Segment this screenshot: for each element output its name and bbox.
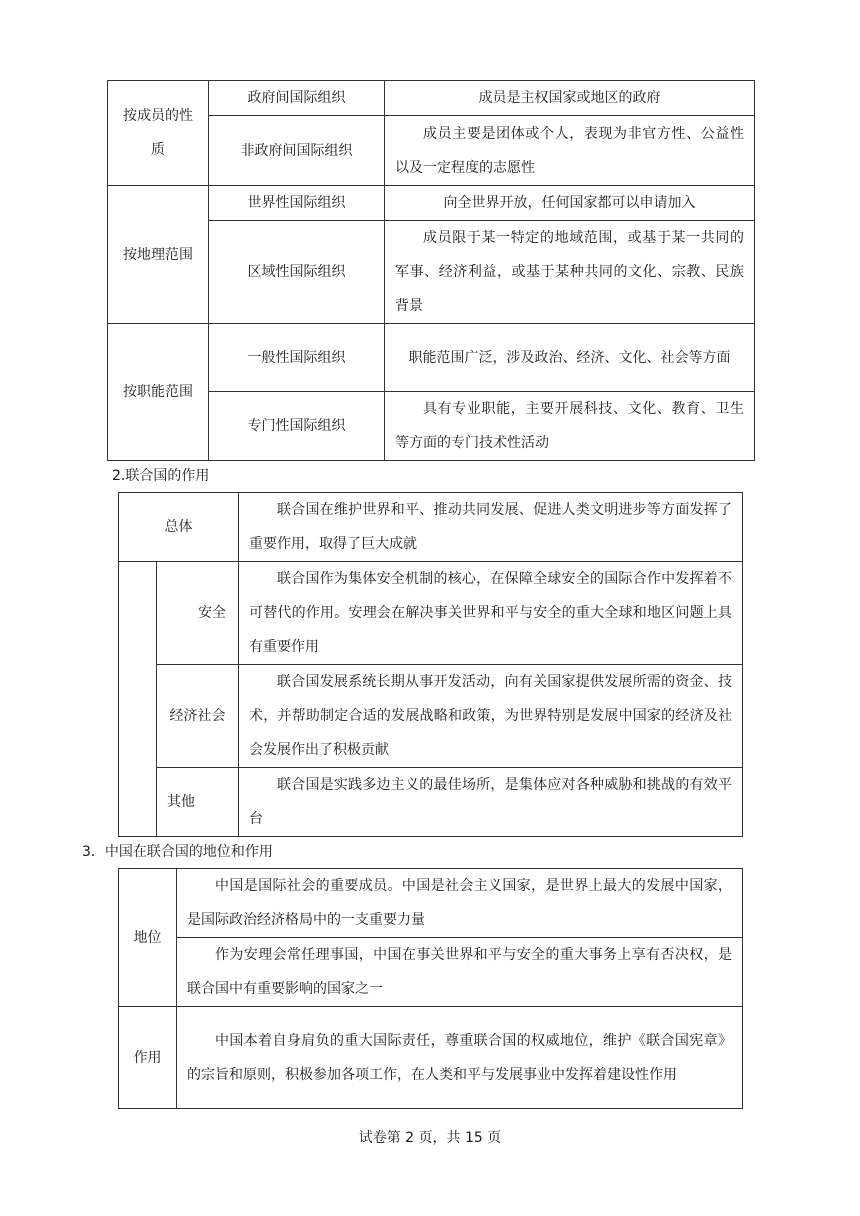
type-cell: 政府间国际组织: [209, 81, 385, 116]
row-label: 其他: [157, 768, 239, 837]
table-row: [119, 493, 743, 562]
page-footer: 试卷第 2 页，共 15 页: [358, 1130, 502, 1146]
desc-cell: 成员是主权国家或地区的政府: [385, 81, 755, 116]
table-row: [108, 81, 755, 116]
type-cell: 世界性国际组织: [209, 186, 385, 221]
status-text: 中国是国际社会的重要成员。中国是社会主义国家，是世界上最大的发展中国家，是国际政治经济格局中的一支重要力量: [177, 869, 743, 938]
status-label: 地位: [119, 869, 177, 1007]
overall-text: 联合国在维护世界和平、推动共同发展、促进人类文明进步等方面发挥了重要作用，取得了巨大成就: [239, 493, 743, 562]
table-row: [119, 562, 743, 665]
row-text: 联合国是实践多边主义的最佳场所，是集体应对各种威胁和挑战的有效平台: [239, 768, 743, 837]
desc-cell: 成员限于某一特定的地域范围，或基于某一共同的军事、经济利益，或基于某种共同的文化、宗教、民族背景: [385, 221, 755, 324]
org-classification-table: [107, 80, 755, 461]
type-cell: 非政府间国际组织: [209, 116, 385, 186]
category-cell: 按职能范围: [108, 324, 209, 461]
role-text: 中国本着自身肩负的重大国际责任，尊重联合国的权威地位，维护《联合国宪章》的宗旨和原则，积极参加各项工作，在人类和平与发展事业中发挥着建设性作用: [177, 1007, 743, 1109]
row-label: 安全: [157, 562, 239, 665]
desc-cell: 成员主要是团体或个人，表现为非官方性、公益性以及一定程度的志愿性: [385, 116, 755, 186]
section-heading: 3．中国在联合国的地位和作用: [82, 844, 273, 860]
category-label: 按成员的性质: [123, 108, 193, 158]
table-row: [119, 869, 743, 938]
table-row: [108, 186, 755, 221]
blank-cell: [119, 562, 157, 837]
table-row: [119, 938, 743, 1007]
un-role-table: [118, 492, 743, 837]
status-text: 作为安理会常任理事国，中国在事关世界和平与安全的重大事务上享有否决权，是联合国中有重要影响的国家之一: [177, 938, 743, 1007]
desc-cell: 职能范围广泛，涉及政治、经济、文化、社会等方面: [385, 324, 755, 392]
row-text: 联合国发展系统长期从事开发活动，向有关国家提供发展所需的资金、技术，并帮助制定合适的发展战略和政策，为世界特别是发展中国家的经济及社会发展作出了积极贡献: [239, 665, 743, 768]
table-row: [119, 1007, 743, 1109]
desc-cell: 向全世界开放，任何国家都可以申请加入: [385, 186, 755, 221]
table-row: [119, 768, 743, 837]
category-cell: [108, 81, 209, 186]
overall-label: 总体: [119, 493, 239, 562]
type-cell: 一般性国际组织: [209, 324, 385, 392]
table-row: [119, 665, 743, 768]
table-row: [108, 324, 755, 392]
type-cell: 区域性国际组织: [209, 221, 385, 324]
row-label: 经济社会: [157, 665, 239, 768]
role-label: 作用: [119, 1007, 177, 1109]
category-cell: 按地理范围: [108, 186, 209, 324]
section-heading: 2.联合国的作用: [112, 468, 210, 484]
type-cell: 专门性国际组织: [209, 392, 385, 461]
row-text: 联合国作为集体安全机制的核心，在保障全球安全的国际合作中发挥着不可替代的作用。安理会在解决事关世界和平与安全的重大全球和地区问题上具有重要作用: [239, 562, 743, 665]
desc-cell: 具有专业职能，主要开展科技、文化、教育、卫生等方面的专门技术性活动: [385, 392, 755, 461]
china-un-table: [118, 868, 743, 1109]
